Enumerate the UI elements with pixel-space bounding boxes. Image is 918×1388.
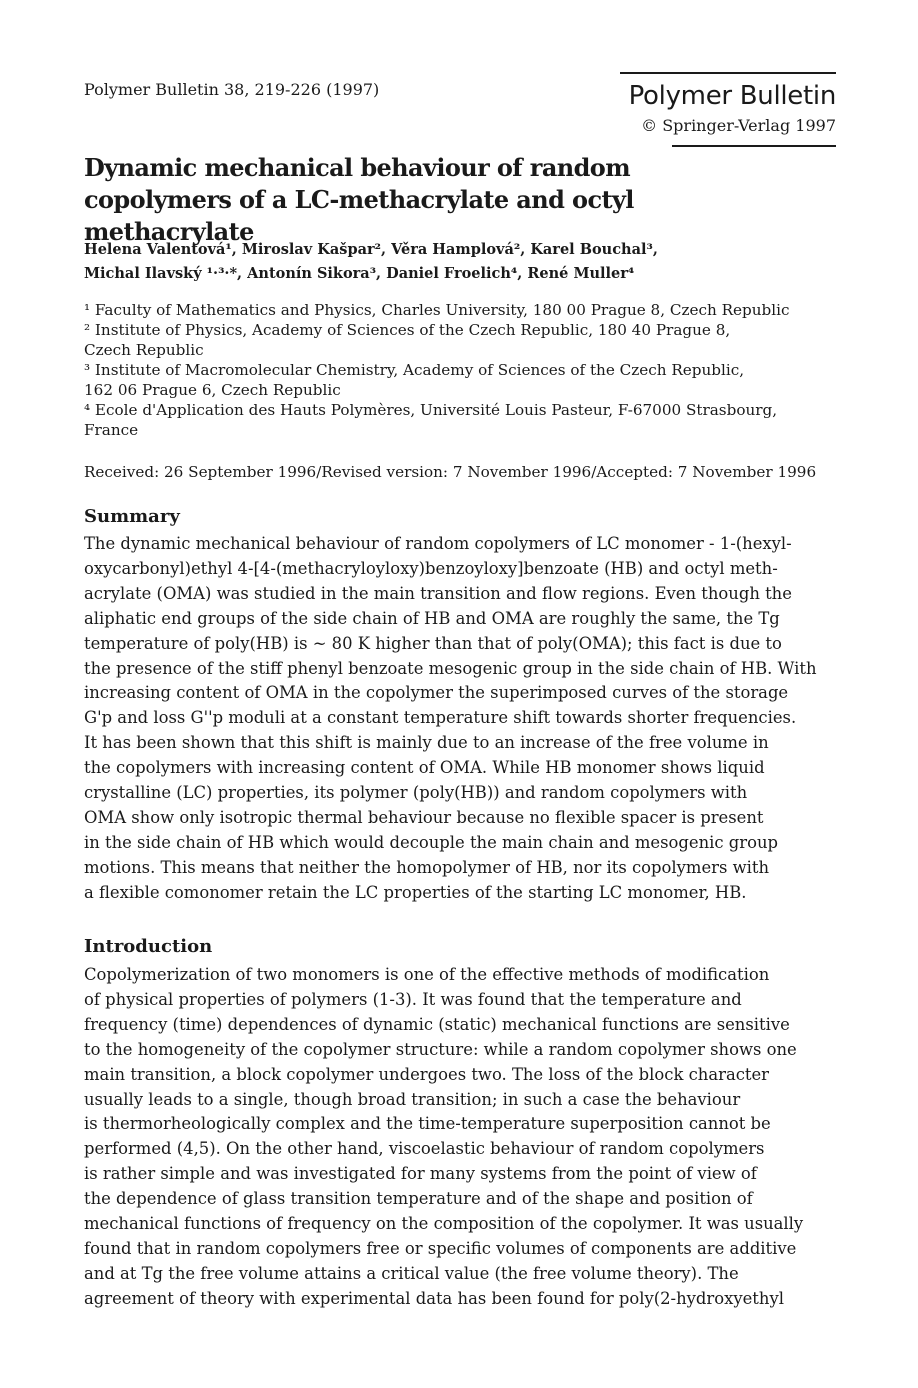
masthead-rule-top (620, 72, 836, 74)
authors-line: Michal Ilavský ¹·³·*, Antonín Sikora³, Daniel Froelich⁴, René Muller⁴ (84, 265, 635, 282)
intro-line: of physical properties of polymers (1-3). It was found that the temperature and (84, 989, 742, 1009)
summary-line: oxycarbonyl)ethyl 4-[4-(methacryloyloxy)benzoyloxy]benzoate (HB) and octyl meth- (84, 558, 778, 578)
summary-line: It has been shown that this shift is mainly due to an increase of the free volume in (84, 733, 769, 753)
summary-line: increasing content of OMA in the copolymer the superimposed curves of the storage (84, 683, 789, 703)
summary-line: OMA show only isotropic thermal behaviour because no flexible spacer is present (84, 807, 764, 827)
journal-reference: Polymer Bulletin 38, 219-226 (1997) (84, 80, 380, 99)
intro-line: and at Tg the free volume attains a critical value (the free volume theory). The (84, 1263, 739, 1283)
intro-line: is thermorheologically complex and the time-temperature superposition cannot be (84, 1114, 771, 1134)
journal-masthead (620, 72, 836, 147)
summary-line: a flexible comonomer retain the LC properties of the starting LC monomer, HB. (84, 882, 747, 902)
authors-line: Helena Valentová¹, Miroslav Kašpar², Věra Hamplová², Karel Bouchal³, (84, 241, 658, 258)
introduction-heading: Introduction (84, 936, 213, 957)
affiliation-line: ¹ Faculty of Mathematics and Physics, Charles University, 180 00 Prague 8, Czech Republic (84, 301, 790, 319)
summary-line: G'p and loss G''p moduli at a constant temperature shift towards shorter frequencies. (84, 708, 797, 728)
article-title (84, 152, 784, 248)
intro-line: to the homogeneity of the copolymer structure: while a random copolymer shows one (84, 1039, 797, 1059)
title-line: Dynamic mechanical behaviour of random (84, 153, 631, 182)
masthead-rule-bottom (672, 145, 836, 147)
summary-line: the presence of the stiff phenyl benzoate mesogenic group in the side chain of HB. With (84, 658, 817, 678)
affiliations (84, 300, 804, 440)
affiliation-line: ⁴ Ecole d'Application des Hauts Polymères, Université Louis Pasteur, F-67000 Strasbourg, (84, 401, 778, 419)
summary-line: acrylate (OMA) was studied in the main transition and flow regions. Even though the (84, 583, 792, 603)
intro-line: is rather simple and was investigated for many systems from the point of view of (84, 1164, 757, 1184)
intro-line: performed (4,5). On the other hand, viscoelastic behaviour of random copolymers (84, 1139, 765, 1159)
introduction-body (84, 963, 834, 1312)
author-list (84, 238, 824, 286)
intro-line: main transition, a block copolymer undergoes two. The loss of the block character (84, 1064, 770, 1084)
summary-line: the copolymers with increasing content of OMA. While HB monomer shows liquid (84, 758, 765, 778)
affiliation-line: France (84, 421, 139, 439)
intro-line: agreement of theory with experimental data has been found for poly(2-hydroxyethyl (84, 1288, 784, 1308)
summary-heading: Summary (84, 506, 180, 527)
intro-line: frequency (time) dependences of dynamic (static) mechanical functions are sensitive (84, 1014, 790, 1034)
journal-name: Polymer Bulletin (628, 81, 836, 111)
summary-line: The dynamic mechanical behaviour of random copolymers of LC monomer - 1-(hexyl- (84, 534, 792, 553)
summary-line: crystalline (LC) properties, its polymer (poly(HB)) and random copolymers with (84, 783, 748, 803)
intro-line: usually leads to a single, though broad transition; in such a case the behaviour (84, 1089, 741, 1109)
intro-line: Copolymerization of two monomers is one of the effective methods of modification (84, 965, 770, 984)
intro-line: the dependence of glass transition temperature and of the shape and position of (84, 1189, 753, 1209)
intro-line: found that in random copolymers free or specific volumes of components are additive (84, 1238, 797, 1258)
received-dates: Received: 26 September 1996/Revised version: 7 November 1996/Accepted: 7 November 1996 (84, 463, 817, 481)
copyright-notice: © Springer-Verlag 1997 (641, 116, 836, 135)
affiliation-line: Czech Republic (84, 341, 204, 359)
affiliation-line: ² Institute of Physics, Academy of Sciences of the Czech Republic, 180 40 Prague 8, (84, 321, 731, 339)
summary-line: aliphatic end groups of the side chain of HB and OMA are roughly the same, the Tg (84, 608, 780, 628)
summary-line: in the side chain of HB which would decouple the main chain and mesogenic group (84, 832, 779, 852)
summary-body (84, 532, 834, 906)
title-line: copolymers of a LC-methacrylate and octyl methacrylate (84, 185, 634, 246)
affiliation-line: 162 06 Prague 6, Czech Republic (84, 381, 341, 399)
summary-line: motions. This means that neither the homopolymer of HB, nor its copolymers with (84, 857, 770, 877)
intro-line: mechanical functions of frequency on the composition of the copolymer. It was usually (84, 1214, 804, 1234)
affiliation-line: ³ Institute of Macromolecular Chemistry, Academy of Sciences of the Czech Republic, (84, 361, 745, 379)
summary-line: temperature of poly(HB) is ~ 80 K higher than that of poly(OMA); this fact is due to (84, 633, 782, 653)
